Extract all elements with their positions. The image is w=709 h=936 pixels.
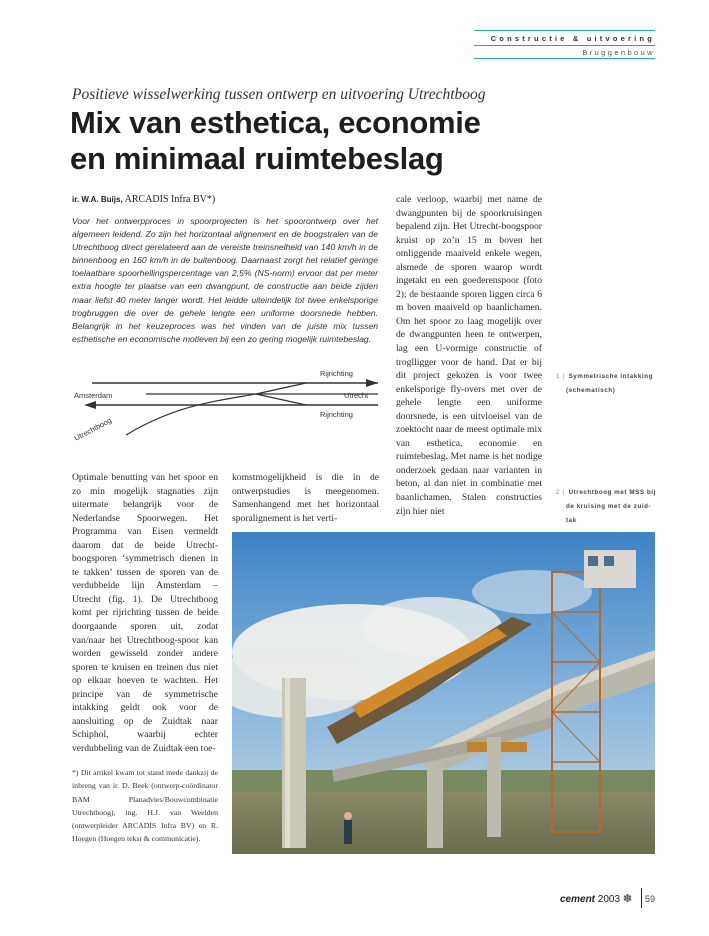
figure-2-caption-line1: Utrechtboog met MSS bij (568, 489, 656, 496)
flower-icon: ✽ (622, 893, 633, 905)
magazine-name: cement (560, 894, 596, 905)
author-org: ARCADIS Infra BV*) (124, 194, 216, 205)
figure-2-caption-line2: de kruising met de zuid- (566, 503, 652, 510)
page-number: 59 (645, 894, 656, 904)
body-column-1: Optimale benutting van het spoor en zo min mogelijk stagnaties zijn uitermate belangrijk voor de Nederlandse Spoorwegen. Het Programma van Eisen vermeldt daarom dat de beide Utrecht-boogsporen ‘symmetrisch dienen in te takken’ tussen de sporen van de verdubbelde lijn Amsterdam – Utrecht (fig. 1). De Utrechtboog komt per rijrichting tussen de beide doorgaande sporen uit, zodat van/naar het Utrechtboog-spoor kan worden gewisseld zonder andere sporen te kruisen en treinen dus niet op elkaar hoeven te wachten. Het principe van de symmetrische intakking geldt ook voor de aansluiting op de Zuidtak naar Schiphol, waarbij echter verdubbeling van de Zuidtak een toe- (72, 472, 218, 754)
section-label: Constructie & uitvoering (490, 34, 655, 43)
label-amsterdam: Amsterdam (74, 391, 113, 400)
footer-divider (641, 888, 642, 908)
figure-1-caption-line1: Symmetrische intakking (568, 373, 653, 380)
arrow-left-icon (84, 401, 96, 409)
figure-2-caption (556, 486, 656, 528)
body-column-3: cale verloop, waarbij met name de dwangpunten bij de spoorkruisingen bepalend zijn. Het Utrecht-boogspoor kruist op zo’n 15 m boven het omliggende maaiveld enkele wegen, alsmede de sporen waarop wordt ingetakt en een goederenspoor (foto 2); de bestaande sporen liggen circa 6 m boven maaiveld op baanlichamen. Om het spoor zo laag mogelijk over de dwangpunten heen te ontwerpen, lag een U-vormige constructie of troglligger voor de hand. Dat er bij dit project gekozen is voor twee enkelsporige fly-overs met over de gehele lengte een uniforme doorsnede, is een uitvloeisel van de zoektocht naar de meest optimale mix van esthetica, economie en ruimtebeslag. Met name is het nodige onderzoek gedaan naar varianten in beton, al dan niet in combinatie met baanlichamen. Stalen constructies zijn hier niet (396, 194, 542, 517)
utrechtboog-curve (126, 383, 306, 435)
arrow-right-icon (366, 379, 378, 387)
subsection-label: Bruggenbouw (582, 48, 655, 57)
header-rule-bottom (474, 58, 655, 59)
author-line (72, 194, 215, 205)
article-title-line1: Mix van esthetica, economie (70, 105, 481, 140)
footnote: *) Dit artikel kwam tot stand mede dankzij de inbreng van ir. D. Beek (ontwerp-coördinator BAM Planadvies/Bouwcombinatie Utrechtboog), ing. H.J. van Weelden (ontwerpleider ARCADIS Infra BV) en R. Hoegen (Hoegen tekst & communicatie). (72, 768, 218, 844)
footer-year: 2003 (597, 894, 621, 905)
figure-1-caption (556, 370, 656, 398)
header-rule-top (474, 30, 655, 31)
label-rijrichting-top: Rijrichting (320, 369, 353, 378)
header-rule-middle (474, 45, 655, 46)
switch-branch (256, 394, 306, 405)
author-name: ir. W.A. Buijs, (72, 195, 123, 204)
figure-2-number: 2 | (556, 489, 565, 496)
figure-2-caption-line3: tak (566, 517, 577, 524)
article-kicker: Positieve wisselwerking tussen ontwerp en uitvoering Utrechtboog (72, 86, 486, 103)
symmetric-intake-diagram (66, 363, 380, 453)
page-footer (560, 892, 632, 905)
label-utrecht: Utrecht (344, 391, 369, 400)
label-utrechtboog: Utrechtboog (72, 415, 114, 443)
bridge-construction-photo (232, 532, 655, 854)
figure-1-caption-line2: (schematisch) (566, 387, 616, 394)
lead-paragraph: Voor het ontwerpproces in spoorprojecten is het spoorontwerp over het algemeen leidend. Zo zijn het horizontaal alignement en de boogstralen van de Utrechtboog direct gerelateerd aan de vereiste treinsnelheid van 140 km/h in de binnenboog en 160 km/h in de buitenboog. Daarnaast zorgt het relatief geringe toelaatbare spoorhellingspercentage van 2,5% (NS-norm) ervoor dat per meter extra hoogte ter plaatse van een dwangpunt, de constructie aan beide zijden maar liefst 40 meter langer wordt. Het leidde uiteindelijk tot twee enkelsporige trogbruggen die over de gehele lengte een uniforme doorsnede hebben. Belangrijk in het keuzeproces was het vinden van de juiste mix tussen esthetische en economische motieven bij een zo gering mogelijk ruimtebeslag. (72, 216, 378, 344)
article-title-line2: en minimaal ruimtebeslag (70, 141, 444, 176)
figure-1-number: 1 | (556, 373, 565, 380)
label-rijrichting-bottom: Rijrichting (320, 410, 353, 419)
body-column-2: komstmogelijkheid is die in de ontwerpstudies is meegenomen. Samenhangend met het horizontaal sporalignement is het verti- (232, 472, 379, 524)
